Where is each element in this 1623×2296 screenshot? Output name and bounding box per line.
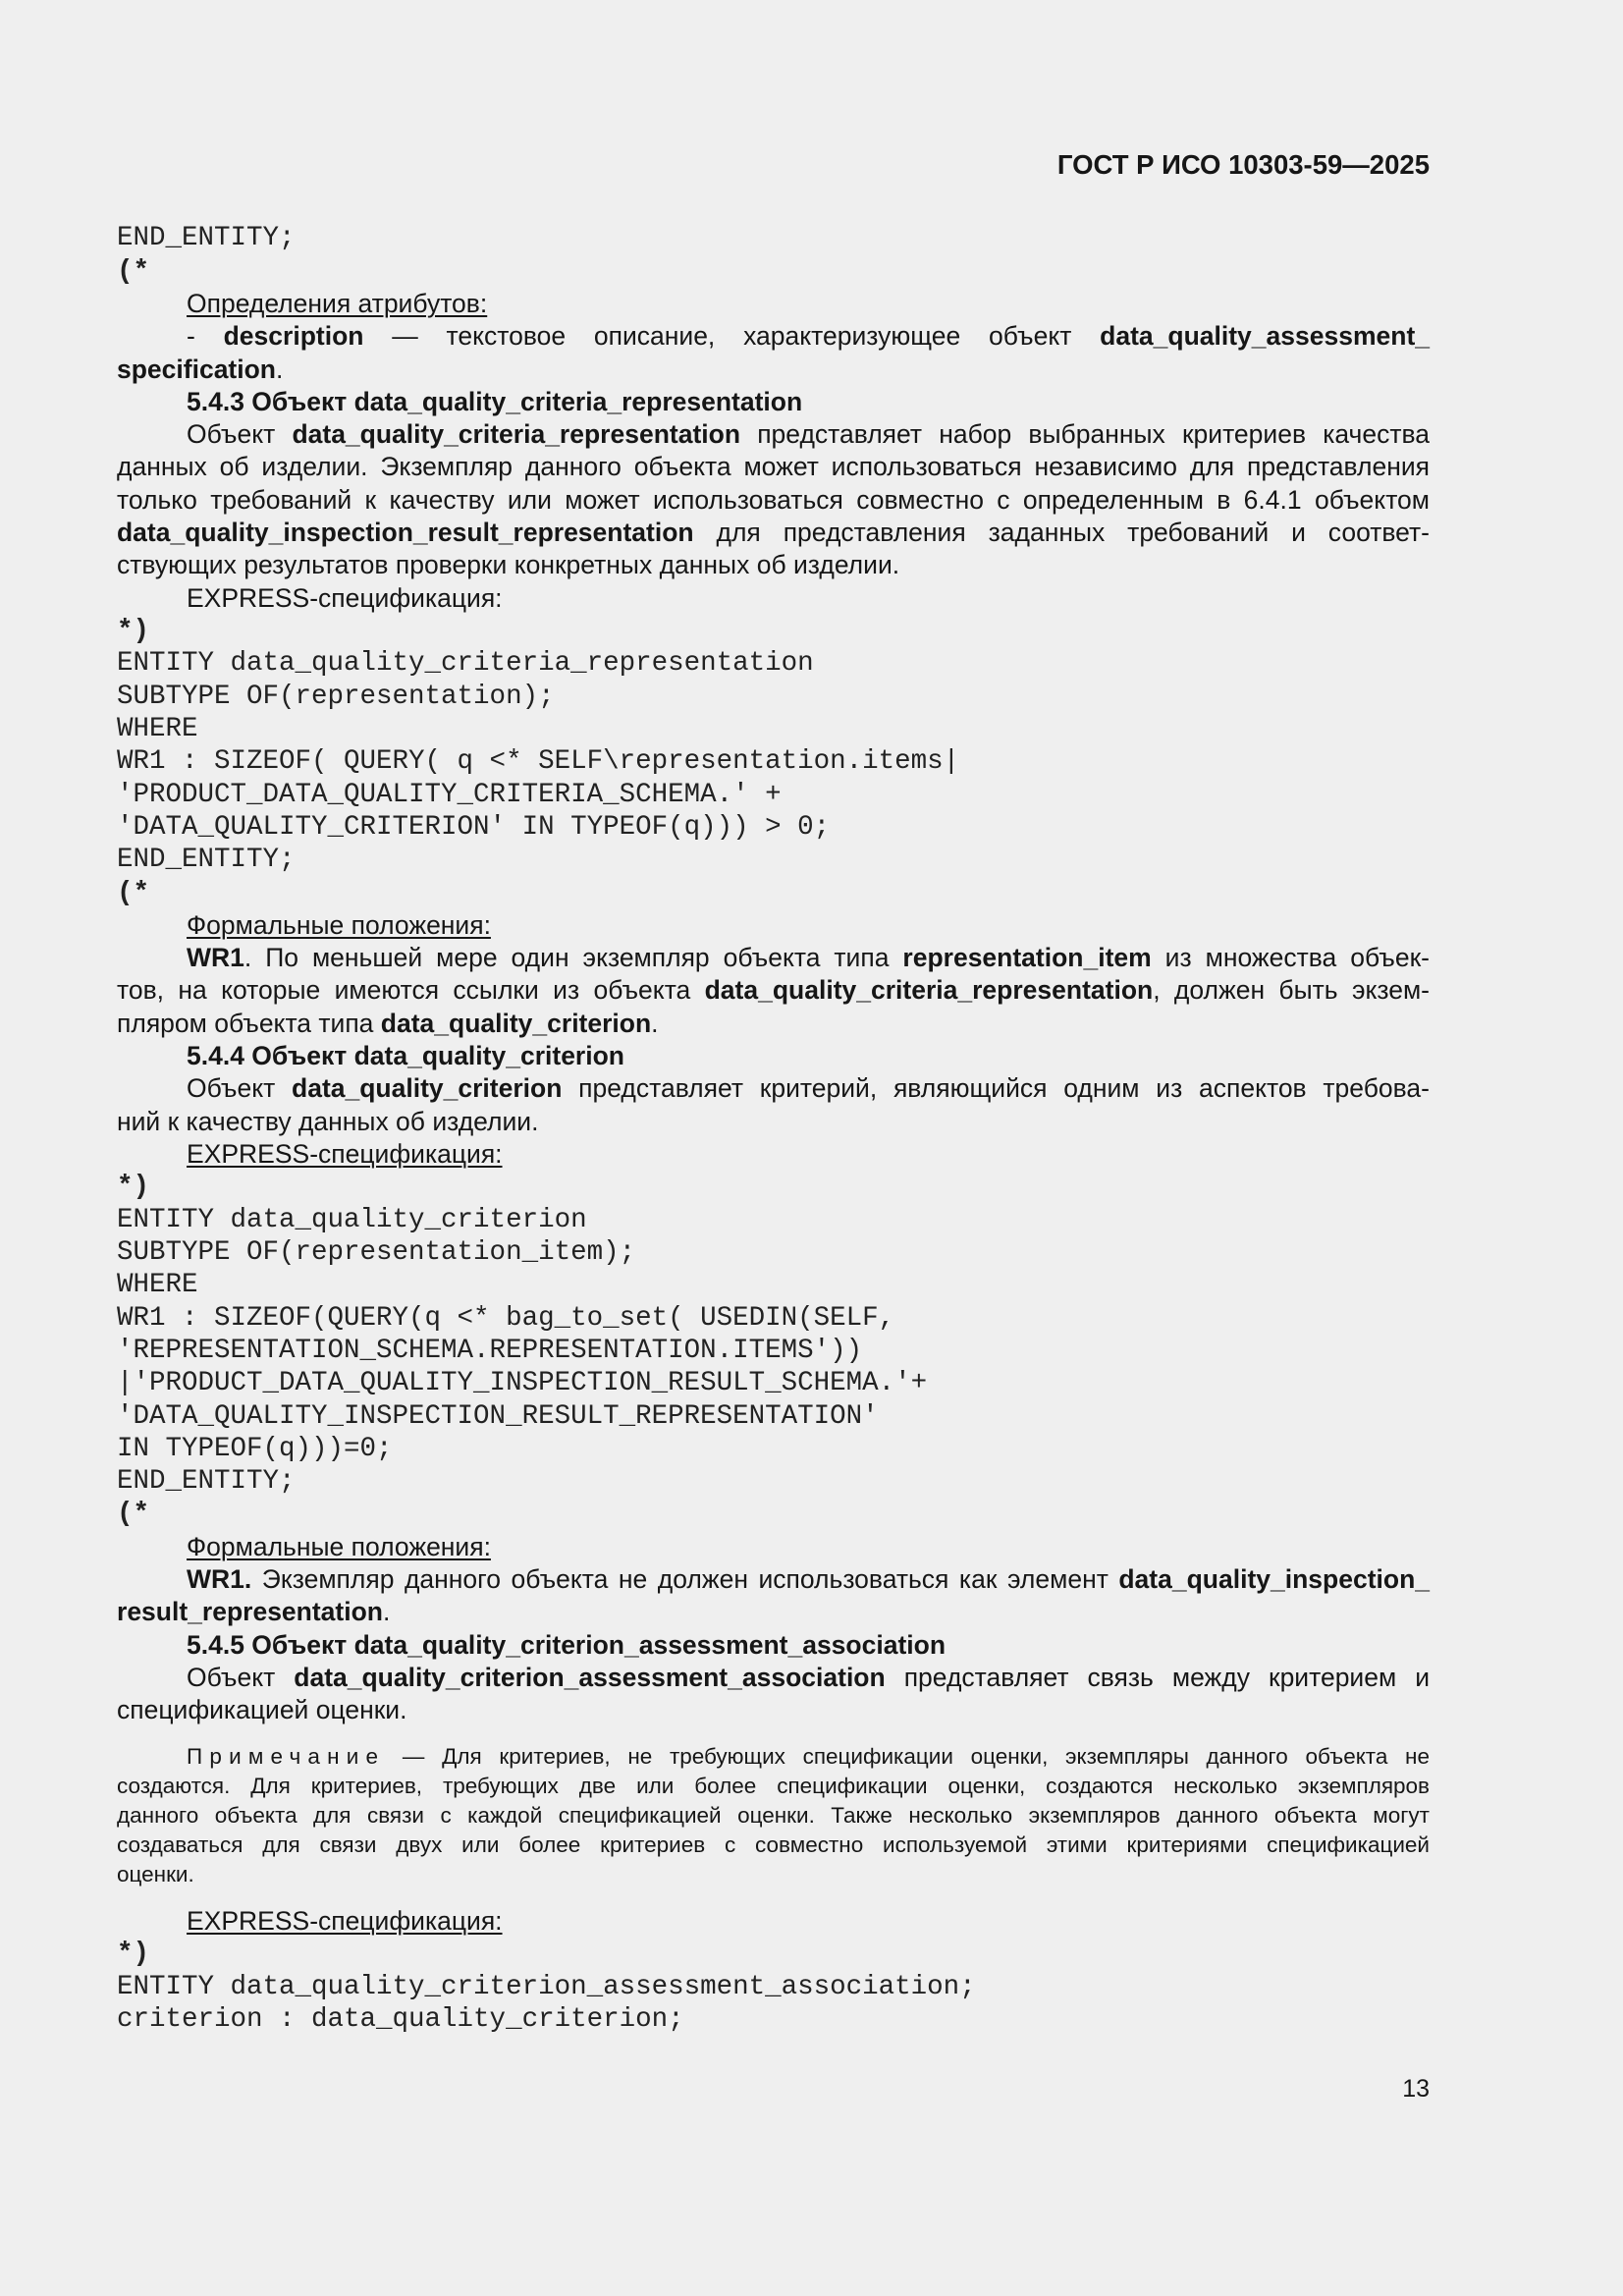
standard-designation: ГОСТ Р ИСО 10303-59—2025 — [1056, 149, 1430, 180]
page-content — [117, 222, 1430, 2036]
code-line: |'PRODUCT_DATA_QUALITY_INSPECTION_RESULT_SCHEMA.'+ — [117, 1368, 928, 1399]
note-line: данного объекта для связи с каждой спецификацией оценки. Также несколько экземпляров данного объекта могут — [117, 1802, 1430, 1828]
note-line: оценки. — [117, 1862, 194, 1887]
code-line: WHERE — [117, 1270, 198, 1301]
code-line: SUBTYPE OF(representation_item); — [117, 1236, 636, 1268]
entity-name: data_quality_criterion — [380, 1008, 652, 1038]
paragraph-line — [117, 1072, 1430, 1105]
text-run: для представления заданных требований и соответ- — [693, 518, 1430, 548]
formal-heading — [117, 909, 1430, 942]
code-line: 'REPRESENTATION_SCHEMA.REPRESENTATION.ITEMS')) — [117, 1335, 863, 1366]
express-label-text: EXPRESS-спецификация: — [187, 1905, 503, 1936]
attribute-description-line — [117, 354, 1430, 386]
comment-close: *) — [117, 1939, 150, 1970]
text-run: . По меньшей мере один экземпляр объекта типа — [243, 943, 903, 973]
note-line: создаваться для связи двух или более критериев с совместно используемой этими критериями спецификацией — [117, 1832, 1430, 1858]
code-line: END_ENTITY; — [117, 223, 296, 254]
comment-close: *) — [117, 616, 150, 647]
paragraph-line — [117, 418, 1430, 451]
paragraph-line — [117, 517, 1430, 549]
code-line: WR1 : SIZEOF( QUERY( q <* SELF\representation.items| — [117, 746, 960, 778]
note-block — [117, 1742, 1430, 1890]
comment-open: (* — [117, 1499, 150, 1530]
code-line: 'PRODUCT_DATA_QUALITY_CRITERIA_SCHEMA.' + — [117, 779, 782, 810]
paragraph-line: спецификацией оценки. — [117, 1695, 407, 1725]
rule-line — [117, 974, 1430, 1007]
text-run: , должен быть экзем- — [1153, 975, 1430, 1006]
page-number: 13 — [1402, 2075, 1430, 2103]
entity-name: data_quality_inspection_result_representation — [117, 518, 694, 548]
paragraph-line: только требований к качеству или может использоваться совместно с определенным в 6.4.1 объектом — [117, 484, 1430, 515]
text-run: Экземпляр данного объекта не должен использоваться как элемент — [251, 1564, 1119, 1595]
paragraph-line: ний к качеству данных об изделии. — [117, 1106, 539, 1136]
text-run: Объект — [187, 419, 293, 450]
attribute-description-line — [117, 320, 1430, 353]
note-line: создаются. Для критериев, требующих две или более спецификации оценки, создаются несколько экземпляров — [117, 1773, 1430, 1798]
express-label: EXPRESS-спецификация: — [187, 582, 503, 613]
text-run: . — [651, 1008, 659, 1038]
note-label: Примечание — [187, 1743, 386, 1769]
rule-id: WR1. — [187, 1564, 252, 1595]
code-line: END_ENTITY; — [117, 1466, 296, 1498]
code-line: IN TYPEOF(q)))=0; — [117, 1433, 393, 1464]
text-run: представляет критерий, являющийся одним из аспектов требова- — [562, 1073, 1430, 1104]
attribute-name: description — [223, 321, 364, 352]
code-line: 'DATA_QUALITY_INSPECTION_RESULT_REPRESENTATION' — [117, 1400, 879, 1432]
attributes-heading-text: Определения атрибутов: — [187, 288, 488, 318]
section-heading: 5.4.4 Объект data_quality_criterion — [187, 1041, 624, 1071]
express-label-text: EXPRESS-спецификация: — [187, 1139, 503, 1170]
entity-name: data_quality_criteria_representation — [704, 975, 1154, 1006]
express-label — [117, 1138, 1430, 1171]
rule-id: WR1 — [187, 943, 244, 973]
list-dash: - — [187, 321, 224, 352]
text-run: . — [382, 1597, 391, 1627]
rule-line — [117, 1008, 1430, 1040]
code-line: SUBTYPE OF(representation); — [117, 681, 555, 712]
comment-open: (* — [117, 877, 150, 908]
text-run: представляет набор выбранных критериев качества — [740, 419, 1430, 450]
code-line: ENTITY data_quality_criterion — [117, 1204, 587, 1235]
express-label — [117, 1905, 1430, 1938]
code-line: criterion : data_quality_criterion; — [117, 2003, 684, 2035]
section-heading: 5.4.5 Объект data_quality_criterion_assessment_association — [187, 1629, 947, 1660]
text-run: тов, на которые имеются ссылки из объекта — [117, 975, 705, 1006]
entity-name: result_representation — [117, 1597, 383, 1627]
entity-name: representation_item — [902, 943, 1152, 973]
entity-name: data_quality_criterion_assessment_association — [294, 1663, 886, 1693]
text-run: Объект — [187, 1663, 295, 1693]
entity-name: data_quality_criteria_representation — [292, 419, 741, 450]
code-line: WR1 : SIZEOF(QUERY(q <* bag_to_set( USEDIN(SELF, — [117, 1302, 895, 1334]
entity-name: data_quality_assessment_ — [1100, 321, 1431, 352]
code-line: 'DATA_QUALITY_CRITERION' IN TYPEOF(q))) > 0; — [117, 811, 831, 843]
code-line: WHERE — [117, 713, 198, 744]
code-line: END_ENTITY; — [117, 845, 296, 876]
comment-open: (* — [117, 255, 150, 287]
text-run: пляром объекта типа — [117, 1008, 381, 1038]
express-block — [117, 1905, 1430, 2036]
rule-line — [117, 1563, 1430, 1596]
paragraph-line: ствующих результатов проверки конкретных данных об изделии. — [117, 550, 900, 580]
section-heading: 5.4.3 Объект data_quality_criteria_representation — [187, 386, 803, 416]
formal-heading-text: Формальные положения: — [187, 1531, 491, 1561]
entity-name: data_quality_criterion — [292, 1073, 563, 1104]
formal-heading — [117, 1531, 1430, 1563]
text-run: представляет связь между критерием и — [885, 1663, 1431, 1693]
paragraph-line — [117, 1662, 1430, 1694]
text-run: . — [276, 354, 284, 384]
rule-line — [117, 1596, 1430, 1628]
entity-name: specification — [117, 354, 276, 384]
text-run: — текстовое описание, характеризующее объект — [363, 321, 1101, 352]
entity-name: data_quality_inspection_ — [1118, 1564, 1430, 1595]
attributes-heading — [117, 288, 1430, 320]
code-line: ENTITY data_quality_criteria_representation — [117, 648, 814, 680]
comment-close: *) — [117, 1172, 150, 1203]
text-run: из множества объек- — [1151, 943, 1430, 973]
code-line: ENTITY data_quality_criterion_assessment_association; — [117, 1971, 976, 2002]
text-run: Объект — [187, 1073, 293, 1104]
note-line — [117, 1742, 1430, 1772]
rule-line — [117, 942, 1430, 974]
paragraph-line: данных об изделии. Экземпляр данного объекта может использоваться независимо для представления — [117, 452, 1430, 482]
formal-heading-text: Формальные положения: — [187, 909, 491, 940]
note-text: — Для критериев, не требующих спецификации оценки, экземпляры данного объекта не — [385, 1743, 1430, 1769]
